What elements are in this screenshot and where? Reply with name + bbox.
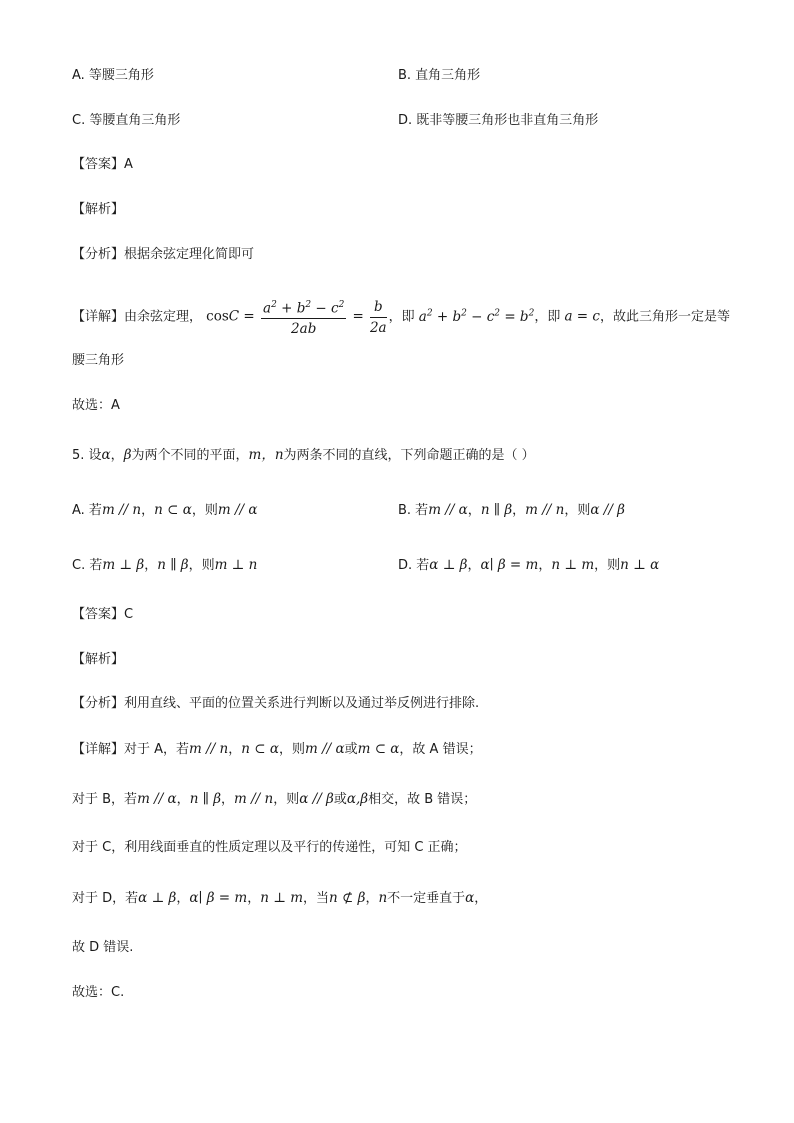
detail-text: ，故 A 错误； <box>399 742 482 757</box>
detail-math: m // n <box>234 791 274 807</box>
option-math: m // α <box>428 502 468 518</box>
q4-answer <box>72 155 133 175</box>
detail-text-2: ，即 <box>388 309 415 325</box>
detail-then: ，则 <box>273 792 300 807</box>
detail-math: m // α <box>304 741 345 757</box>
analysis-text: 根据余弦定理化简即可 <box>124 247 255 262</box>
q5-stem <box>72 445 535 466</box>
option-math: α∣ β = m <box>480 557 539 573</box>
option-math: n ⊂ α <box>154 502 192 518</box>
analysis-text: 利用直线、平面的位置关系进行判断以及通过举反例进行排除. <box>124 696 480 711</box>
option-math: n ∥ β <box>157 557 189 573</box>
option-math: α // β <box>590 502 625 518</box>
detail-math: α∣ β = m <box>189 890 248 906</box>
q5-option-a: A. 若m // n，n ⊂ α，则m // α <box>72 502 258 518</box>
stem-part: 5. 设 <box>72 448 102 463</box>
q4-jiexi-heading: 【解析】 <box>72 202 125 217</box>
stem-part: 为两条不同的直线，下列命题正确的是（ ） <box>283 448 535 463</box>
q5-analysis <box>72 694 479 714</box>
detail-text-4: ，故此三角形一定是等 <box>599 309 730 325</box>
option-prefix: C. 若 <box>72 558 103 573</box>
symbol-mn: m，n <box>248 447 284 463</box>
analysis-label: 【分析】 <box>72 247 125 262</box>
detail-text: 或 <box>333 792 347 807</box>
q4-option-b: B. 直角三角形 <box>398 68 481 83</box>
stem-part: 为两个不同的平面， <box>131 448 249 463</box>
detail-math: m // n <box>189 741 229 757</box>
answer-label: 【答案】 <box>72 157 125 172</box>
detail-math: n ⊄ β <box>329 890 366 906</box>
detail-text: 相交，故 B 错误； <box>368 792 477 807</box>
detail-math: α ⊥ β <box>138 890 177 906</box>
option-math: n ⊥ m <box>551 557 595 573</box>
option-math: m ⊥ β <box>102 557 145 573</box>
q5-option-c: C. 若m ⊥ β，n ∥ β，则m ⊥ n <box>72 557 258 573</box>
detail-text: 或 <box>344 742 358 757</box>
detail-math: α <box>465 890 475 906</box>
answer-value: A <box>124 157 133 172</box>
answer-label: 【答案】 <box>72 607 125 622</box>
option-prefix: A. 若 <box>72 503 102 518</box>
option-math: m // α <box>217 502 258 518</box>
detail-math: m // α <box>137 791 177 807</box>
q4-option-a: A. 等腰三角形 <box>72 68 154 83</box>
detail-text-3: ，即 <box>534 309 561 325</box>
formula-fraction-1: $\frac{a^2 + b^2 - c^2}{2ab}$ <box>261 296 346 339</box>
q5-detail-line1: 【详解】对于 A，若m // n，n ⊂ α，则m // α或m ⊂ α，故 A 错误； <box>72 741 482 757</box>
q5-jiexi-heading: 【解析】 <box>72 652 125 667</box>
q5-detail-line4: 对于 D，若α ⊥ β，α∣ β = m，n ⊥ m，当n ⊄ β，n不一定垂直于α， <box>72 890 488 906</box>
detail-math: α,β <box>346 791 369 807</box>
q5-answer <box>72 605 133 625</box>
symbol-alpha: α <box>101 447 111 463</box>
option-prefix: B. 若 <box>398 503 429 518</box>
formula-cos: cosC = <box>206 308 260 325</box>
detail-text: ，当 <box>303 891 330 906</box>
q4-detail-line1 <box>72 293 730 338</box>
q5-option-d: D. 若α ⊥ β，α∣ β = m，n ⊥ m，则n ⊥ α <box>398 557 660 573</box>
detail-label: 【详解】 <box>72 742 125 757</box>
q5-detail-line5: 故 D 错误. <box>72 940 134 955</box>
q5-detail-line3: 对于 C，利用线面垂直的性质定理以及平行的传递性，可知 C 正确； <box>72 840 467 855</box>
q4-detail-line2: 腰三角形 <box>72 353 125 368</box>
option-math: m ⊥ n <box>214 557 258 573</box>
option-then: ，则 <box>191 503 218 518</box>
q4-option-d: D. 既非等腰三角形也非直角三角形 <box>398 113 599 128</box>
formula-relation: $a^2 + b^2 - c^2 = b^2$ <box>418 308 535 325</box>
formula-equals: = <box>352 308 364 325</box>
option-math: n ∥ β <box>480 502 513 518</box>
option-then: ，则 <box>564 503 591 518</box>
detail-math: α // β <box>299 791 334 807</box>
option-prefix: D. 若 <box>398 558 430 573</box>
option-math: m // n <box>101 502 142 518</box>
detail-text: 不一定垂直于 <box>387 891 466 906</box>
symbol-beta: β <box>123 447 132 463</box>
detail-math: n <box>378 890 388 906</box>
detail-text-1: 由余弦定理， <box>124 309 203 325</box>
q5-detail-line2: 对于 B，若m // α，n ∥ β，m // n，则α // β或α,β相交，故 B 错误； <box>72 791 477 807</box>
formula-a-eq-c: a = c <box>564 308 600 325</box>
option-then: ，则 <box>188 558 215 573</box>
detail-label: 【详解】 <box>72 309 125 325</box>
detail-math: m ⊂ α <box>357 741 400 757</box>
detail-math: n ⊂ α <box>241 741 279 757</box>
formula-fraction-2: $\frac{b}{2a}$ <box>369 298 387 336</box>
q4-choice: 故选：A <box>72 398 120 413</box>
detail-math: n ⊥ m <box>260 890 304 906</box>
detail-math: n ∥ β <box>189 791 222 807</box>
detail-text: 对于 B，若 <box>72 792 138 807</box>
detail-text: 对于 A，若 <box>124 742 190 757</box>
answer-value: C <box>124 607 134 622</box>
option-math: n ⊥ α <box>620 557 660 573</box>
analysis-label: 【分析】 <box>72 696 125 711</box>
q4-analysis <box>72 245 254 265</box>
q5-option-b: B. 若m // α，n ∥ β，m // n，则α // β <box>398 502 625 518</box>
q4-option-c: C. 等腰直角三角形 <box>72 113 181 128</box>
q5-choice: 故选：C. <box>72 985 125 1000</box>
detail-text: 对于 D，若 <box>72 891 139 906</box>
option-then: ，则 <box>594 558 621 573</box>
option-math: m // n <box>525 502 565 518</box>
option-math: α ⊥ β <box>429 557 468 573</box>
stem-part: ， <box>110 448 124 463</box>
detail-then: ，则 <box>278 742 305 757</box>
